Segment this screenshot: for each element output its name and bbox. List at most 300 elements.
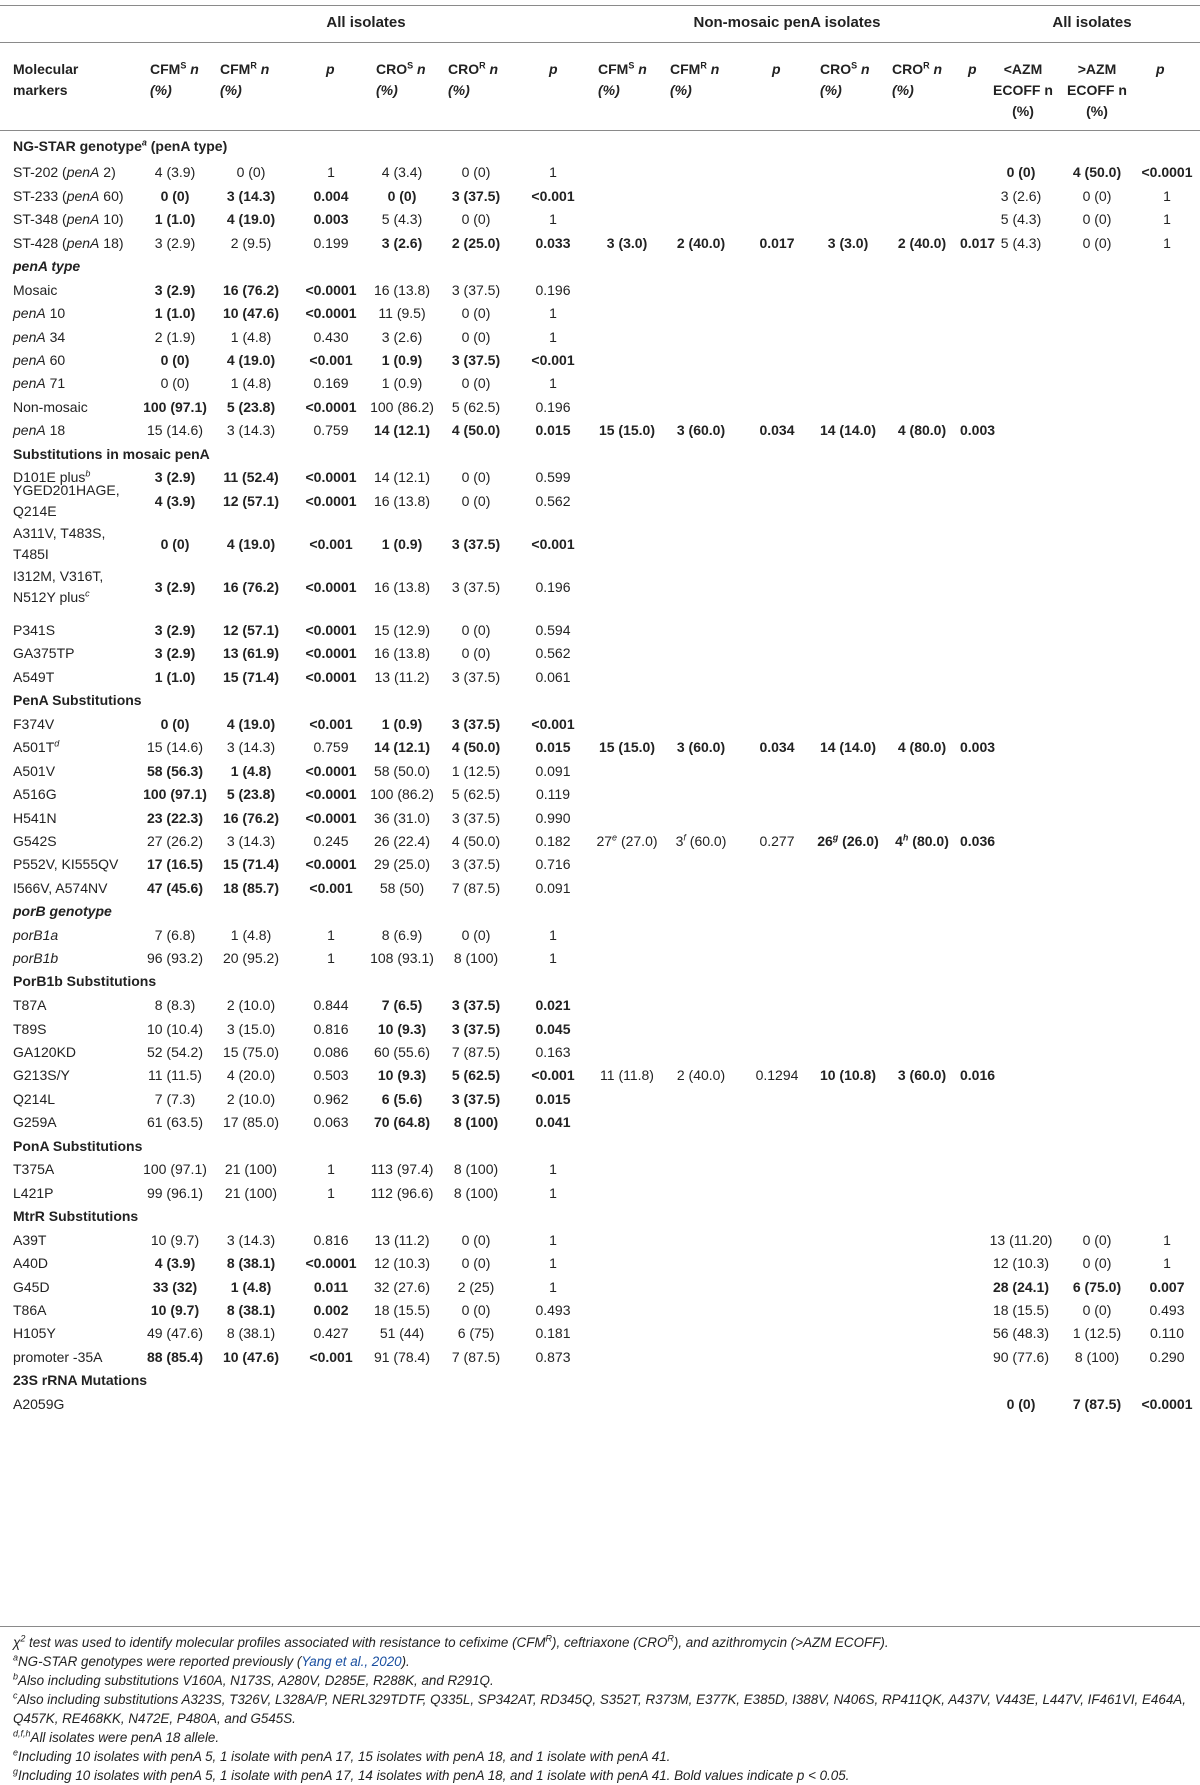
row-label: $A501T^d$	[13, 738, 60, 755]
table-cell: 2 (40.0)	[897, 235, 947, 251]
table-cell: 0.562	[535, 645, 571, 661]
table-cell: 1	[549, 1161, 557, 1177]
table-row	[0, 734, 1200, 760]
column-header-nm-cror: $CRO^R$ n (%)	[892, 60, 943, 98]
footnote-g: $^g$Including 10 isolates with penA 5, 1 isolate with penA 17, 14 isolates with penA 18, and 1 isolate with penA 41. Bold values indicate p < 0.05.	[13, 1766, 850, 1783]
table-row	[0, 1156, 1200, 1182]
table-cell: 4 (3.9)	[154, 493, 196, 509]
table-row	[0, 159, 1200, 185]
table-cell: 33 (32)	[152, 1279, 198, 1295]
column-header-nm-cfmr: $CFM^R$ n (%)	[670, 60, 720, 98]
table-cell: 0.119	[536, 786, 570, 802]
table-cell: 10 (10.8)	[819, 1067, 877, 1083]
table-row	[0, 417, 1200, 443]
table-cell: 16 (76.2)	[222, 579, 280, 595]
table-cell: 14 (14.0)	[819, 422, 877, 438]
table-cell: 16 (76.2)	[222, 282, 280, 298]
table-cell: 23 (22.3)	[146, 810, 204, 826]
table-cell: 4 (50.0)	[451, 833, 501, 849]
table-cell: 0 (0)	[160, 188, 190, 204]
table-cell: 0.021	[535, 997, 571, 1013]
table-cell: 7 (87.5)	[451, 1349, 501, 1365]
table-cell: 96 (93.2)	[146, 950, 204, 966]
row-label: G542S	[13, 833, 57, 849]
section-header-porb: porB genotype	[13, 903, 112, 919]
footnote-chi-square: $\chi^2$ test was used to identify molecular profiles associated with resistance to cefixime $(CFM^R)$, ceftriaxone $(CRO^R)$, and azithromycin (>AZM ECOFF).	[13, 1633, 889, 1650]
group-header-all-isolates-azm: All isolates	[1052, 14, 1132, 31]
table-cell: <0.0001	[305, 786, 357, 802]
table-cell: <0.001	[309, 1349, 353, 1365]
table-cell: 1 (4.8)	[230, 927, 272, 943]
table-cell: <0.0001	[305, 669, 357, 685]
table-cell: 0.873	[535, 1349, 571, 1365]
table-cell: 1	[549, 1232, 557, 1248]
row-label: G213S/Y	[13, 1067, 70, 1083]
table-cell: 0 (0)	[160, 536, 190, 552]
table-cell: 0.163	[535, 1044, 571, 1060]
table-cell: 8 (38.1)	[226, 1302, 276, 1318]
column-header-p: p	[326, 61, 335, 77]
row-label: A501V	[13, 763, 56, 779]
table-cell: 0.562	[535, 493, 571, 509]
table-cell: 70 (64.8)	[373, 1114, 431, 1130]
table-cell: 7 (87.5)	[1072, 1396, 1122, 1412]
table-cell: 0.245	[313, 833, 349, 849]
table-cell: 3 (37.5)	[451, 282, 501, 298]
table-cell: 1 (0.9)	[381, 352, 423, 368]
table-cell: 10 (9.7)	[150, 1232, 200, 1248]
table-cell: 0.002	[313, 1302, 349, 1318]
table-cell: <0.0001	[305, 579, 357, 595]
table-cell: 4 (80.0)	[897, 739, 947, 755]
table-cell: 29 (25.0)	[373, 856, 431, 872]
table-cell: 13 (11.20)	[989, 1232, 1053, 1248]
table-cell: 1	[327, 164, 335, 180]
table-cell: 0 (0)	[461, 469, 491, 485]
table-cell: 0.003	[960, 739, 996, 755]
table-cell: 32 (27.6)	[373, 1279, 431, 1295]
section-header-mosaic: Substitutions in mosaic penA	[13, 446, 210, 462]
table-cell: 15 (14.6)	[146, 422, 204, 438]
table-cell: 0 (0)	[1082, 235, 1112, 251]
table-cell: <0.0001	[305, 1255, 357, 1271]
table-cell: 4 (80.0)	[897, 422, 947, 438]
table-cell: 3 (37.5)	[451, 1021, 501, 1037]
table-cell: 11 (11.8)	[600, 1067, 654, 1083]
row-label: D101E plus$^b$	[13, 468, 91, 485]
table-cell: 0 (0)	[461, 493, 491, 509]
section-header-ngstar: NG-STAR genotype$^a$ (penA type)	[13, 137, 228, 154]
table-row	[0, 478, 1200, 525]
table-cell: 7 (87.5)	[451, 880, 501, 896]
row-label: promoter -35A	[13, 1349, 103, 1365]
table-cell: 3 (37.5)	[451, 188, 501, 204]
table-cell: 1	[549, 1185, 557, 1201]
table-cell: 6 (75.0)	[1072, 1279, 1122, 1295]
row-label: T89S	[13, 1021, 47, 1037]
column-header-nm-cfms: $CFM^S$ n (%)	[598, 60, 647, 98]
table-cell: 0 (0)	[387, 188, 417, 204]
table-cell: 5 (62.5)	[451, 399, 501, 415]
table-cell: 1 (0.9)	[381, 536, 423, 552]
table-cell: 3 (37.5)	[451, 856, 501, 872]
table-cell: 5 (23.8)	[226, 399, 276, 415]
table-cell: 3 (3.0)	[827, 235, 869, 251]
table-cell: 5 (4.3)	[1000, 235, 1042, 251]
table-cell: <0.0001	[305, 399, 357, 415]
table-cell: 0 (0)	[1082, 1232, 1112, 1248]
table-cell: 4 (50.0)	[1072, 164, 1122, 180]
table-cell: 0.196	[535, 282, 571, 298]
table-cell: 100 (97.1)	[143, 786, 207, 802]
table-cell: 100 (86.2)	[370, 399, 434, 415]
table-cell: 2 (1.9)	[154, 329, 196, 345]
table-cell: 1	[549, 164, 557, 180]
table-cell: 0.493	[535, 1302, 571, 1318]
table-cell: 3 (2.9)	[154, 235, 196, 251]
table-cell: 0 (0)	[1082, 188, 1112, 204]
table-cell: 1 (4.8)	[230, 375, 272, 391]
table-cell: 3 (2.9)	[154, 282, 196, 298]
table-cell: 16 (13.8)	[373, 579, 431, 595]
table-cell: 27e (27.0)	[596, 832, 658, 849]
row-label: porB1a	[13, 927, 59, 943]
table-cell: 21 (100)	[224, 1161, 278, 1177]
table-cell: 8 (6.9)	[381, 927, 423, 943]
table-cell: 16 (13.8)	[373, 493, 431, 509]
table-row	[0, 370, 1200, 396]
table-cell: 4 (3.9)	[154, 1255, 196, 1271]
table-cell: 11 (11.5)	[148, 1067, 202, 1083]
row-label: P552V, KI555QV	[13, 856, 119, 872]
table-cell: 12 (57.1)	[222, 622, 280, 638]
row-label: T87A	[13, 997, 47, 1013]
table-row	[0, 851, 1200, 877]
table-cell: 6 (5.6)	[381, 1091, 423, 1107]
table-cell: 3 (60.0)	[676, 739, 726, 755]
table-cell: 3 (37.5)	[451, 579, 501, 595]
table-cell: <0.0001	[305, 282, 357, 298]
row-label: A2059G	[13, 1396, 65, 1412]
table-cell: 88 (85.4)	[146, 1349, 204, 1365]
table-cell: 11 (9.5)	[378, 305, 426, 321]
table-cell: 0.716	[535, 856, 571, 872]
table-cell: 0.277	[759, 833, 795, 849]
table-cell: 0 (0)	[461, 329, 491, 345]
footnote-c: $^c$Also including substitutions A323S, T326V, L328A/P, NERL329TDTF, Q335L, SP342AT, RD345Q, S352T, R373M, E377K, E385D, I388V, N406S, RP411QK, A437V, V443E, L447V, IF461VI, E464A, Q457K, RE468KK, N472E, P480A, and G545S.	[13, 1690, 1186, 1726]
row-label: penA 10	[13, 305, 66, 321]
section-header-rrna: 23S rRNA Mutations	[13, 1372, 148, 1388]
header-rule	[0, 42, 1200, 43]
table-cell: 113 (97.4)	[370, 1161, 434, 1177]
table-cell: 12 (10.3)	[992, 1255, 1050, 1271]
table-cell: 5 (62.5)	[451, 1067, 501, 1083]
table-cell: 0.181	[535, 1325, 571, 1341]
table-row	[0, 1109, 1200, 1135]
table-cell: 6 (75)	[457, 1325, 495, 1341]
footnote-a: $^a$NG-STAR genotypes were reported previously (Yang et al., 2020).	[13, 1652, 410, 1669]
table-cell: 4 (3.4)	[381, 164, 423, 180]
table-cell: 8 (100)	[453, 1185, 499, 1201]
table-cell: 10 (47.6)	[222, 1349, 280, 1365]
table-cell: 3 (14.3)	[226, 188, 276, 204]
table-cell: <0.001	[531, 1067, 575, 1083]
row-label: Mosaic	[13, 282, 58, 298]
table-cell: 18 (85.7)	[222, 880, 280, 896]
table-cell: 17 (85.0)	[222, 1114, 280, 1130]
table-cell: <0.0001	[305, 493, 357, 509]
table-row	[0, 1391, 1200, 1417]
table-cell: <0.0001	[305, 305, 357, 321]
table-cell: <0.0001	[305, 810, 357, 826]
column-header-p: p	[549, 61, 558, 77]
table-cell: 0.599	[535, 469, 571, 485]
table-footnotes	[13, 1633, 1193, 1785]
table-cell: 3 (14.3)	[226, 739, 276, 755]
table-cell: 1 (4.8)	[230, 763, 272, 779]
table-cell: 0.290	[1149, 1349, 1185, 1365]
table-cell: 10 (9.3)	[377, 1067, 427, 1083]
table-cell: 8 (38.1)	[226, 1325, 276, 1341]
table-cell: 0.015	[535, 422, 571, 438]
table-cell: 1	[327, 1185, 335, 1201]
table-cell: 3 (60.0)	[897, 1067, 947, 1083]
table-cell: 16 (13.8)	[373, 645, 431, 661]
table-cell: 8 (100)	[1074, 1349, 1120, 1365]
column-header-cros: $CRO^S$ n (%)	[376, 60, 426, 98]
table-cell: <0.001	[531, 716, 575, 732]
row-label: porB1b	[13, 950, 59, 966]
table-cell: <0.001	[309, 880, 353, 896]
table-cell: 3 (2.9)	[154, 469, 196, 485]
table-cell: <0.001	[531, 352, 575, 368]
table-row	[0, 781, 1200, 807]
table-cell: 0.034	[759, 422, 795, 438]
table-cell: 90 (77.6)	[992, 1349, 1050, 1365]
row-label: H541N	[13, 810, 57, 826]
table-row	[0, 1250, 1200, 1276]
table-cell: 0 (0)	[461, 645, 491, 661]
table-cell: 2 (40.0)	[676, 235, 726, 251]
table-cell: 0.430	[313, 329, 349, 345]
table-cell: 3 (2.6)	[381, 235, 423, 251]
table-row	[0, 300, 1200, 326]
table-cell: 3 (3.0)	[606, 235, 648, 251]
table-cell: 0 (0)	[160, 375, 190, 391]
table-cell: <0.0001	[305, 763, 357, 779]
table-cell: 10 (9.3)	[377, 1021, 427, 1037]
table-cell: 4 (19.0)	[226, 536, 276, 552]
table-cell: 3 (37.5)	[451, 352, 501, 368]
table-cell: 18 (15.5)	[373, 1302, 431, 1318]
table-cell: 3 (2.6)	[381, 329, 423, 345]
table-cell: 7 (6.5)	[381, 997, 423, 1013]
table-cell: 0.990	[535, 810, 571, 826]
table-cell: 20 (95.2)	[222, 950, 280, 966]
table-cell: 0.759	[313, 422, 349, 438]
table-cell: 15 (15.0)	[598, 422, 656, 438]
table-cell: 15 (75.0)	[222, 1044, 280, 1060]
row-label: Q214L	[13, 1091, 56, 1107]
table-cell: <0.0001	[1141, 1396, 1193, 1412]
table-cell: 0.011	[313, 1279, 349, 1295]
table-row	[0, 521, 1200, 568]
table-cell: 4 (3.9)	[154, 164, 196, 180]
table-cell: 1	[549, 1255, 557, 1271]
table-cell: 1	[549, 950, 557, 966]
table-cell: <0.0001	[305, 622, 357, 638]
table-cell: 4 (19.0)	[226, 352, 276, 368]
table-cell: 99 (96.1)	[146, 1185, 204, 1201]
table-cell: 100 (86.2)	[370, 786, 434, 802]
column-header-cfms: $CFM^S$ n (%)	[150, 60, 199, 98]
table-cell: 1	[549, 927, 557, 943]
table-cell: 0.759	[313, 739, 349, 755]
table-cell: 0 (0)	[461, 375, 491, 391]
row-label: ST-233 (penA 60)	[13, 188, 124, 204]
table-cell: 0 (0)	[160, 352, 190, 368]
table-cell: 16 (76.2)	[222, 810, 280, 826]
table-cell: 0.196	[535, 399, 571, 415]
table-cell: 56 (48.3)	[992, 1325, 1050, 1341]
table-cell: 10 (47.6)	[222, 305, 280, 321]
footnote-dfh: $^{d,f,h}$All isolates were penA 18 allele.	[13, 1728, 220, 1745]
table-cell: 3 (37.5)	[451, 1091, 501, 1107]
table-cell: 1 (4.8)	[230, 1279, 272, 1295]
table-cell: 0.036	[960, 833, 996, 849]
table-cell: 61 (63.5)	[146, 1114, 204, 1130]
table-cell: 3 (37.5)	[451, 536, 501, 552]
table-cell: 15 (12.9)	[373, 622, 431, 638]
row-label: YGED201HAGE, Q214E	[13, 482, 120, 519]
table-cell: 0 (0)	[1082, 1302, 1112, 1318]
row-label: Non-mosaic	[13, 399, 88, 415]
table-cell: 21 (100)	[224, 1185, 278, 1201]
table-cell: 0 (0)	[461, 1255, 491, 1271]
row-label: H105Y	[13, 1325, 56, 1341]
table-cell: 0.493	[1149, 1302, 1185, 1318]
column-header-below-azm-ecoff: <AZM ECOFF n (%)	[993, 61, 1053, 119]
table-cell: 0.199	[313, 235, 349, 251]
table-cell: 14 (14.0)	[819, 739, 877, 755]
table-cell: 4 (50.0)	[451, 422, 501, 438]
row-label: penA 34	[13, 329, 66, 345]
row-label: F374V	[13, 716, 55, 732]
table-cell: 3 (37.5)	[451, 997, 501, 1013]
table-cell: 100 (97.1)	[143, 1161, 207, 1177]
table-cell: 17 (16.5)	[146, 856, 204, 872]
table-cell: 2 (10.0)	[226, 1091, 276, 1107]
table-cell: 0.503	[313, 1067, 349, 1083]
row-label: A40D	[13, 1255, 49, 1271]
table-cell: <0.0001	[1141, 164, 1193, 180]
table-cell: 0 (0)	[236, 164, 266, 180]
row-label: ST-348 (penA 10)	[13, 211, 124, 227]
table-cell: 91 (78.4)	[373, 1349, 431, 1365]
table-cell: 13 (11.2)	[374, 1232, 430, 1248]
table-cell: 0 (0)	[461, 1302, 491, 1318]
row-label: G259A	[13, 1114, 57, 1130]
table-cell: 5 (62.5)	[451, 786, 501, 802]
table-cell: 1 (1.0)	[154, 211, 196, 227]
table-row	[0, 206, 1200, 232]
footnote-e: $^e$Including 10 isolates with penA 5, 1 isolate with penA 17, 15 isolates with penA 18, and 1 isolate with penA 41.	[13, 1747, 671, 1764]
table-cell: 15 (14.6)	[146, 739, 204, 755]
bottom-rule	[0, 1626, 1200, 1627]
group-header-all-isolates: All isolates	[326, 14, 406, 31]
table-cell: 1 (4.8)	[230, 329, 272, 345]
table-cell: 14 (12.1)	[373, 469, 431, 485]
table-cell: 0 (0)	[461, 305, 491, 321]
table-cell: 4 (19.0)	[226, 211, 276, 227]
table-cell: 2 (25.0)	[451, 235, 501, 251]
table-cell: 1	[549, 211, 557, 227]
table-cell: 0.091	[535, 880, 571, 896]
column-header-rule	[0, 130, 1200, 131]
table-cell: 0.1294	[755, 1067, 799, 1083]
table-cell: 58 (56.3)	[146, 763, 204, 779]
row-label: ST-202 (penA 2)	[13, 164, 116, 180]
table-row	[0, 564, 1200, 611]
reference-link[interactable]: Yang et al., 2020	[301, 1654, 402, 1669]
table-cell: 0.015	[535, 1091, 571, 1107]
column-header-nm-p: p	[772, 61, 781, 77]
table-cell: 0 (0)	[461, 211, 491, 227]
table-cell: 13 (61.9)	[222, 645, 280, 661]
table-cell: 0.004	[313, 188, 349, 204]
table-cell: 0 (0)	[461, 927, 491, 943]
column-header-nm-p: p	[968, 61, 977, 77]
table-cell: <0.0001	[305, 469, 357, 485]
table-cell: 3 (14.3)	[226, 422, 276, 438]
table-cell: 1 (1.0)	[154, 669, 196, 685]
table-cell: 16 (13.8)	[373, 282, 431, 298]
table-cell: 1 (12.5)	[1072, 1325, 1122, 1341]
table-cell: 0.045	[535, 1021, 571, 1037]
table-cell: 4$^h$ (80.0)	[895, 832, 949, 849]
table-cell: 0 (0)	[1006, 164, 1036, 180]
table-cell: <0.0001	[305, 856, 357, 872]
top-rule	[0, 5, 1200, 6]
table-cell: 0.169	[313, 375, 349, 391]
row-label: penA 60	[13, 352, 66, 368]
table-cell: 3 (2.9)	[154, 579, 196, 595]
table-cell: 8 (8.3)	[154, 997, 196, 1013]
column-header-molecular-markers: Molecular markers	[13, 61, 79, 98]
row-label: L421P	[13, 1185, 54, 1201]
table-cell: 0.091	[535, 763, 571, 779]
column-header-above-azm-ecoff: >AZM ECOFF n (%)	[1067, 61, 1127, 119]
table-cell: <0.0001	[305, 645, 357, 661]
column-header-azm-p: p	[1156, 61, 1165, 77]
table-cell: 0.816	[313, 1021, 349, 1037]
table-cell: 4 (50.0)	[451, 739, 501, 755]
section-header-pona: PonA Substitutions	[13, 1138, 143, 1154]
table-cell: 10 (9.7)	[150, 1302, 200, 1318]
table-cell: 0.816	[313, 1232, 349, 1248]
table-cell: 3 (15.0)	[226, 1021, 276, 1037]
table-cell: 0.182	[535, 833, 571, 849]
table-cell: <0.001	[531, 536, 575, 552]
table-cell: 7 (6.8)	[154, 927, 196, 943]
table-cell: 2 (40.0)	[676, 1067, 726, 1083]
row-label: I312M, V316T, N512Y plus$^c$	[13, 568, 104, 605]
row-label: penA 18	[13, 422, 66, 438]
table-cell: <0.001	[309, 536, 353, 552]
table-cell: 1 (0.9)	[381, 375, 423, 391]
row-label: I566V, A574NV	[13, 880, 108, 896]
table-cell: 8 (38.1)	[226, 1255, 276, 1271]
